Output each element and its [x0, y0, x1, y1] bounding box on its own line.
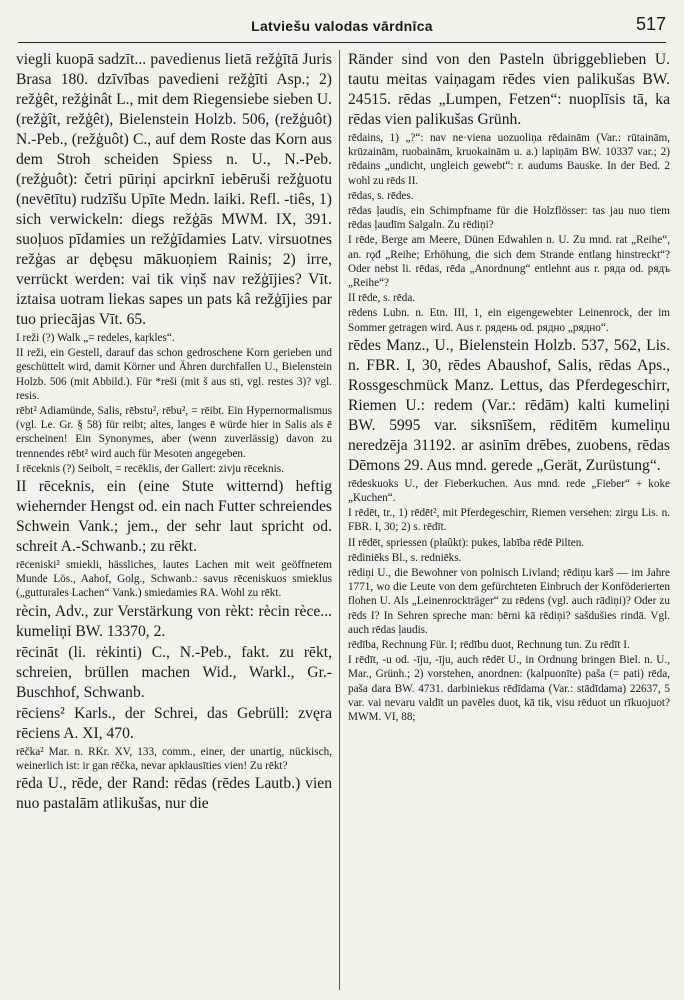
left-column [16, 50, 332, 992]
page-number: 517 [635, 14, 666, 34]
entry-text: rēda U., rēde, der Rand: rēdas (rēdes Lautb.) vien nuo pastalām atlikušas, nur die [16, 775, 332, 813]
entry-text: rēdība, Rechnung Für. I; rēdību duot, Rechnung tun. Zu rēdīt I. [348, 639, 630, 652]
dictionary-entry [16, 558, 332, 601]
dictionary-entry [348, 506, 670, 534]
entry-text: I rēde, Berge am Meere, Dünen Edwahlen n. U. Zu mnd. rat „Reihe“, an. rǫđ „Reihe; Erhöhung, die sich dem Strande entlang hinstreckt“? Oder nebst li. rēdas, rēda „Anordnung“ entlehnt aus r. ряда od. рядъ „Reihe“? [348, 234, 670, 290]
dictionary-entry [348, 638, 670, 652]
dictionary-entry [348, 189, 670, 203]
dictionary-entry [16, 477, 332, 557]
dictionary-entry [16, 346, 332, 403]
entry-text: rēdens Lubn. n. Etn. III, 1, ein eigengewebter Leinenrock, der im Sommer getragen wird. Aus r. рядень od. рядно „рядно“. [348, 307, 670, 334]
entry-text: I rēceknis (?) Seibolt, = recēklis, der Gallert: zivju rēceknis. [16, 462, 284, 475]
entry-text: Ränder sind von den Pasteln übriggeblieben U. tautu meitas vaiņagam rēdes vien palikušas BW. 24515. rēdas „Lumpen, Fetzen“: nuoplīsis tā, ka rēdas vien palikušas Grünh. [348, 51, 670, 128]
dictionary-entry [348, 336, 670, 476]
entry-text: viegli kuopā sadzīt... pavedienus lietā režģītā Juris Brasa 180. dzīvības pavedieni režģīti Asp.; 2) režģêt, režģinât L., mit dem Riegensiebe sieben U. (režģît, režģêt), Bielenstein Holzb. 506, (režģuôt) N.-Peb., (režģuôt) C., auf dem Roste das Korn aus dem Stroh scheiden Spiess n. U., N.-Peb. (režģuôt): četri pūriņi apcirknī iebēruši režģuotu (nevētītu) rudzīšu Upīte Medn. laiki. Refl. -tiês, 1) sich verwickeln: diegs režģās MWM. IX, 391. suoļuos pīdamies un režģīdamies Latv. virsuotnes režģas ar dębęsu mākuoņiem Rainis; 2) irre, verrückt werden: vai tik viņš nav režģījies? Vīt. iztaisa uotram liekas sapes un pats kâ režģījies par tuo priecājas Vīt. 65. [16, 51, 332, 328]
entry-text: I rēdēt, tr., 1) rēdēt², mit Pferdegeschirr, Riemen versehen: zirgu Lis. n. FBR. I, 30; 2) s. rēdīt. [348, 507, 670, 534]
running-title: Latviešu valodas vārdnīca [251, 18, 433, 34]
entry-text: rēceniski² smiekli, hässliches, lautes Lachen mit weit geöffnetem Munde Lös., Aahof, Golg., Schwanb.: savus rēceniskuos smieklus („gutturales Lachen“ Vank.) smiedamies RA. Wohl zu rēkt. [16, 559, 332, 600]
entry-text: rēcināt (li. rėkinti) C., N.-Peb., fakt. zu rēkt, schreien, brüllen machen Wid., Warkl., Gr.-Buschhof, Schwanb. [16, 643, 332, 701]
entry-text: rēbt² Adiamünde, Salis, rēbstu², rēbu², = rēibt. Ein Hypernormalismus (vgl. Le. Gr. § 58) für reibt; altes, langes ē würde hier in Salis als ē erscheinen! Ein Synonymes, aber (wenn zuverlässig) davon zu trennendes rēbt² wird auch für Mesoten angegeben. [16, 405, 332, 460]
dictionary-entry [16, 404, 332, 461]
entry-text: rēčka² Mar. n. RKr. XV, 133, comm., einer, der unartig, nückisch, weinerlich ist: ir gan rēčka, nevar apklausīties vien! Zu rēkt? [16, 745, 332, 772]
dictionary-entry [348, 653, 670, 724]
entry-text: I reži (?) Walk „= redeles, kaŗkles“. [16, 332, 175, 344]
column-divider [339, 50, 340, 990]
dictionary-entry [16, 745, 332, 773]
dictionary-entry [348, 566, 670, 637]
entry-text: rēdains, 1) „?“: nav ne·viena uozuoliņa rēdainām (Var.: rūtainām, krūzainām, ruobainām, kruokainām u. a.) lapiņām BW. 10337 var.; 2) rēdains „undicht, ungleich gewebt“: r. audums Bauske. In der Bed. 2 wohl zu rēds II. [348, 132, 670, 187]
dictionary-entry [348, 204, 670, 232]
dictionary-entry [348, 551, 670, 565]
entry-text: rècin, Adv., zur Verstärkung von rèkt: rècin rèce... kumeliņi BW. 13370, 2. [16, 602, 332, 640]
entry-text: rēdes Manz., U., Bielenstein Holzb. 537, 562, Lis. n. FBR. I, 30, rēdes Abaushof, Salis, rēdas Aps., Rossgeschmück Manz. Lettus, das Pferdegeschirr, Riemen U.: redem (Var.: rēdām) kalti kumeliņi BW. 5995 var. siksnīšem, rēditēm kumeliņu neredzēja 31192. ar asinīm drēbes, zuobens, rēdas Dēmons 29. Aus mnd. gerede „Gerät, Zurüstung“. [348, 336, 670, 474]
entry-text: rēdas ļaudis, ein Schimpfname für die Holzflösser: tas jau nuo tiem rēdas ļaudīm Salgaln. Zu rēdiņi? [348, 205, 670, 232]
dictionary-entry [16, 50, 332, 330]
entry-text: rēdiņi U., die Bewohner von polnisch Livland; rēdiņu karš — im Jahre 1771, wo die Leute von dem gefürchteten Einbruch der Konföderierten flohen U. Als „Leinenrockträger“ zu rēdens (vgl. auch rādiņi)? Oder zu rēds I? In Sehren spreche man: bērni kā rēdiņi? sašdušies rindā. Vgl. auch rēdas ļaudis. [348, 567, 670, 636]
entry-text: II reži, ein Gestell, darauf das schon gedroschene Korn gerieben und geschüttelt wird, damit Körner und Ähren durchfallen U., Bielenstein Holzb. 506 (mit Abbild.). Für *reši (mit š aus sti, vgl. restes 3)? vgl. resis. [16, 347, 332, 402]
dictionary-entry [348, 291, 670, 305]
dictionary-entry [16, 774, 332, 814]
dictionary-entry [348, 477, 670, 505]
entry-text: rēdiniēks Bl., s. redniēks. [348, 551, 462, 564]
entry-text: rēdas, s. rēdes. [348, 189, 414, 202]
dictionary-entry [348, 50, 670, 130]
entry-text: II rēceknis, ein (eine Stute witternd) heftig wiehernder Hengst od. ein nach Futter schreiendes Schwein Vank.; jem., der sehr laut spricht od. schreit A.-Schwanb.; zu rēkt. [16, 478, 332, 556]
dictionary-entry [16, 643, 332, 703]
dictionary-entry [16, 602, 332, 642]
entry-text: rēciens² Karls., der Schrei, das Gebrüll: zvęra rēciens A. XI, 470. [16, 704, 332, 742]
dictionary-entry [16, 331, 332, 345]
dictionary-entry [348, 536, 670, 550]
entry-text: II rēdēt, spriessen (plaûkt): pukes, labība rēdē Pilten. [348, 536, 585, 549]
entry-text: rēdeskuoks U., der Fieberkuchen. Aus mnd. rede „Fieber“ + koke „Kuchen“. [348, 477, 670, 505]
entry-text: I rēdīt, -u od. -īju, -īju, auch rēdēt U., in Ordnung bringen Biel. n. U., Mar., Grünh.; 2) vorstehen, anordnen: (kalpuonīte) paša (= pati) rēda, paša dara BW. 4731. darbiniekus rēdīdama (Var.: stādīdama) 22637, 5 var. vai nevaru valdīt un pavēles duot, kā tik, visu rēduot un rīkuojuot? MWM. VI, 88; [348, 654, 670, 724]
page-header [18, 14, 666, 43]
dictionary-entry [16, 704, 332, 744]
dictionary-entry [348, 131, 670, 188]
dictionary-entry [348, 233, 670, 290]
dictionary-entry [348, 306, 670, 334]
right-column [348, 50, 670, 992]
entry-text: II rēde, s. rēda. [348, 292, 416, 305]
dictionary-entry [16, 462, 332, 476]
